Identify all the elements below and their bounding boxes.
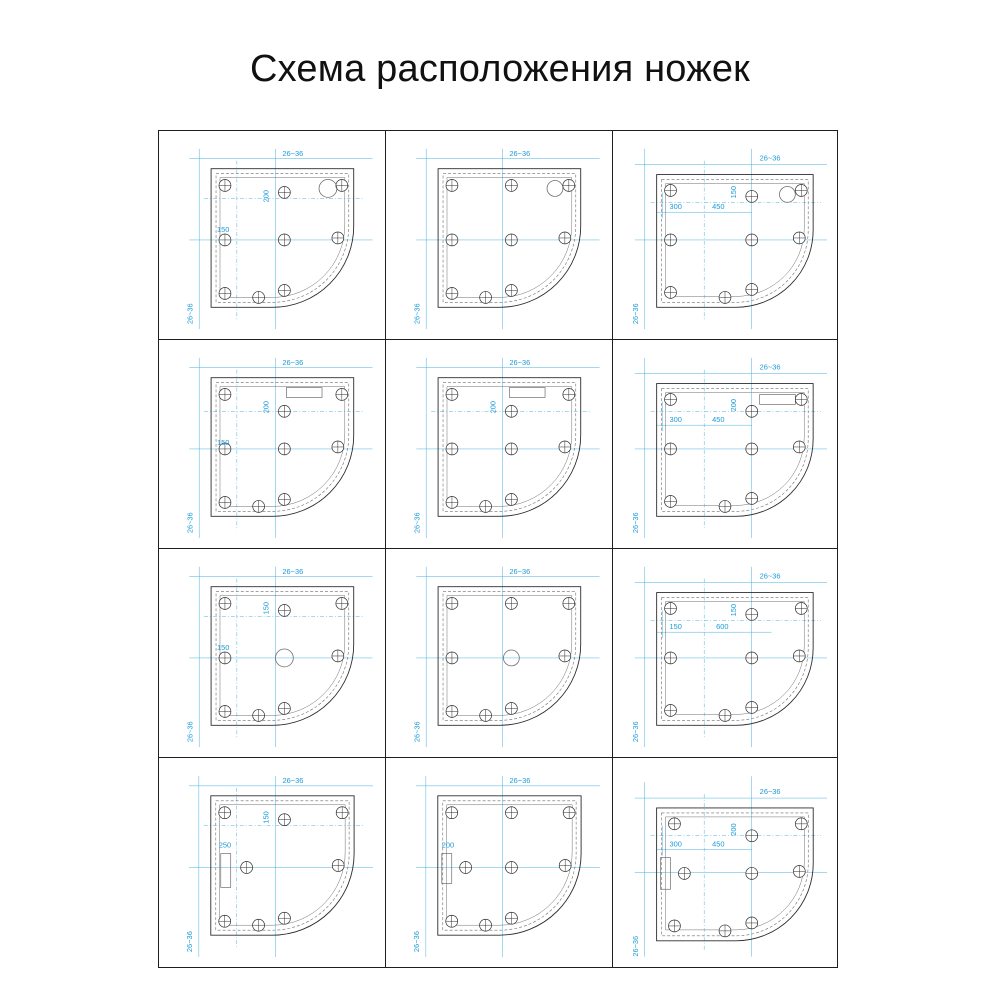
dim-h1-label: 150 — [217, 225, 230, 235]
diagram-cell-1-1 — [159, 131, 386, 340]
dim-left-label: 26~36 — [184, 931, 194, 953]
dim-left-label: 26~36 — [185, 303, 195, 325]
dim-v1-label: 200 — [728, 823, 738, 836]
dim-h1-label: 250 — [218, 840, 232, 850]
dim-top-label: 26~36 — [509, 357, 531, 367]
diagram-cell-1-3 — [613, 131, 837, 340]
dim-top-label: 26~36 — [282, 148, 304, 158]
dim-top-label: 26~36 — [282, 775, 304, 785]
dim-top-label: 26~36 — [509, 775, 531, 785]
dim-top-label: 26~36 — [282, 566, 304, 576]
dim-h1-label: 300 — [669, 839, 682, 849]
dim-v1-label: 200 — [261, 400, 271, 414]
dim-v1-label: 150 — [728, 603, 738, 617]
dim-top-label: 26~36 — [509, 148, 531, 158]
dim-left-label: 26~36 — [630, 512, 640, 534]
dim-h1-label: 150 — [669, 622, 682, 632]
dim-h2-label: 600 — [716, 622, 729, 632]
diagram-cell-2-2 — [386, 340, 613, 549]
diagram-cell-4-2 — [386, 758, 613, 967]
diagram-cell-4-1 — [159, 758, 386, 967]
dim-h2-label: 450 — [712, 839, 725, 849]
dim-v1-label: 200 — [728, 398, 738, 412]
dim-top-label: 26~36 — [759, 571, 781, 581]
diagram-cell-1-2 — [386, 131, 613, 340]
dim-h2-label: 450 — [712, 202, 725, 212]
dim-h2-label: 450 — [712, 415, 725, 425]
dim-h1-label: 150 — [217, 437, 230, 447]
dim-h1-label: 300 — [669, 202, 682, 212]
dim-left-label: 26~36 — [630, 721, 640, 743]
dim-left-label: 26~36 — [630, 303, 640, 325]
dim-top-label: 26~36 — [759, 787, 781, 797]
dim-left-label: 26~36 — [412, 721, 422, 743]
diagram-cell-3-3 — [613, 549, 837, 758]
dim-v1-label: 200 — [261, 189, 271, 203]
diagram-cell-2-1 — [159, 340, 386, 549]
dim-left-label: 26~36 — [185, 512, 195, 534]
dim-v1-label: 150 — [261, 811, 271, 824]
dim-v1-label: 200 — [488, 400, 498, 414]
dim-h1-label: 150 — [217, 643, 230, 653]
diagram-cell-3-2 — [386, 549, 613, 758]
dim-left-label: 26~36 — [412, 303, 422, 325]
dim-left-label: 26~36 — [185, 721, 195, 743]
page-title: Схема расположения ножек — [250, 48, 750, 90]
diagram-cell-3-1 — [159, 549, 386, 758]
dim-top-label: 26~36 — [759, 153, 781, 163]
dim-h1-label: 300 — [669, 415, 682, 425]
diagram-grid — [158, 130, 838, 968]
dim-left-label: 26~36 — [412, 512, 422, 534]
dim-v1-label: 150 — [261, 602, 271, 615]
dim-left-label: 26~36 — [630, 935, 640, 957]
diagram-cell-4-3 — [613, 758, 837, 967]
diagram-cell-2-3 — [613, 340, 837, 549]
dim-v1-label: 150 — [728, 185, 738, 199]
dim-top-label: 26~36 — [282, 357, 304, 367]
dim-top-label: 26~36 — [759, 362, 781, 372]
dim-top-label: 26~36 — [509, 566, 531, 576]
dim-left-label: 26~36 — [411, 931, 421, 953]
dim-h1-label: 200 — [441, 840, 455, 850]
